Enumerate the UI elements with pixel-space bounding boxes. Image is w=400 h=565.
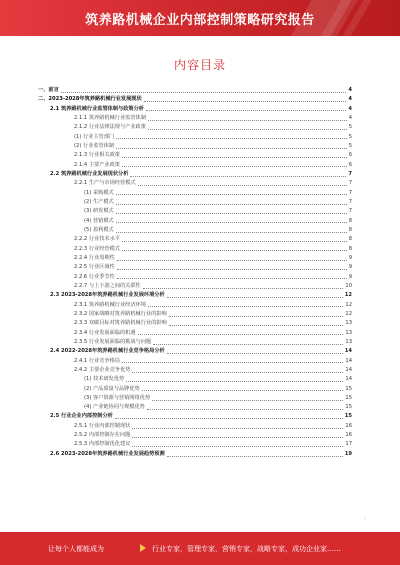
dot-leader xyxy=(147,408,344,410)
toc-entry[interactable] xyxy=(34,263,352,272)
toc-entry-title: 2.3 2023-2028年筑养路机械行业发展环境分析 xyxy=(50,292,165,299)
toc-entry-page: 12 xyxy=(344,292,352,299)
toc-entry-page: 15 xyxy=(344,413,352,420)
toc-entry[interactable] xyxy=(34,385,352,394)
dot-leader xyxy=(148,119,347,121)
toc-entry[interactable] xyxy=(34,170,352,179)
toc-entry-title: (4) 产业链协同与规模优势 xyxy=(84,404,145,411)
footer-slogan-left: 让每个人都能成为 xyxy=(48,545,104,553)
toc-entry[interactable] xyxy=(34,282,352,291)
toc-entry-page: 4 xyxy=(348,114,352,121)
dot-leader xyxy=(132,371,343,373)
toc-entry[interactable] xyxy=(34,422,352,431)
toc-entry-page: 13 xyxy=(345,338,352,345)
dot-leader xyxy=(116,221,347,223)
dot-leader xyxy=(116,212,347,214)
toc-entry[interactable] xyxy=(34,440,352,449)
toc-entry[interactable] xyxy=(34,95,352,104)
toc-entry-page: 8 xyxy=(348,236,352,243)
toc-entry-title: 2.2.1 生产与市场经营模式 xyxy=(74,180,136,187)
toc-entry[interactable] xyxy=(34,161,352,170)
toc-entry-title: (3) 研发模式 xyxy=(84,208,114,215)
dot-leader xyxy=(130,175,346,177)
toc-entry-page: 8 xyxy=(348,245,352,252)
toc-entry[interactable] xyxy=(34,338,352,347)
toc-entry-page: 19 xyxy=(344,450,352,457)
toc-entry-title: (2) 行业监管体制 xyxy=(74,142,115,149)
toc-entry-title: 2.1.4 主要产业政策 xyxy=(74,161,120,168)
toc-entry[interactable] xyxy=(34,235,352,244)
toc-entry-page: 12 xyxy=(345,301,352,308)
dot-leader xyxy=(122,240,347,242)
dot-leader xyxy=(152,399,343,401)
dot-leader xyxy=(117,268,347,270)
toc-entry[interactable] xyxy=(34,319,352,328)
dot-leader xyxy=(61,91,347,93)
toc-entry[interactable] xyxy=(34,273,352,282)
toc-entry[interactable] xyxy=(34,217,352,226)
toc-entry-page: 7 xyxy=(348,208,352,215)
table-of-contents xyxy=(34,86,352,459)
toc-entry[interactable] xyxy=(34,179,352,188)
dot-leader xyxy=(167,455,343,457)
toc-entry-title: 2.4 2022-2028年筑养路机械行业竞争格局分析 xyxy=(50,348,165,355)
toc-entry-page: 7 xyxy=(348,198,352,205)
toc-entry-title: (2) 产品质量与品牌优势 xyxy=(84,385,140,392)
toc-entry-page: 4 xyxy=(348,105,352,112)
dot-leader xyxy=(116,147,347,149)
toc-entry-title: 2.4.2 主要企业竞争优势 xyxy=(74,366,131,373)
toc-entry-page: 6 xyxy=(348,161,352,168)
toc-entry-page: 5 xyxy=(348,133,352,140)
toc-entry[interactable] xyxy=(34,142,352,151)
toc-entry-page: 7 xyxy=(348,189,352,196)
toc-entry[interactable] xyxy=(34,412,352,421)
toc-entry-title: 2.2.5 行业区域性 xyxy=(74,264,115,271)
dot-leader xyxy=(126,380,343,382)
toc-entry-title: 2.1 筑养路机械行业监管体制与政策分析 xyxy=(50,105,144,112)
toc-entry-title: 2.3.1 筑养路机械行业经济环境 xyxy=(74,301,146,308)
toc-entry[interactable] xyxy=(34,366,352,375)
toc-entry-page: 14 xyxy=(344,348,352,355)
toc-entry[interactable] xyxy=(34,198,352,207)
page-marker: - xyxy=(364,516,366,522)
toc-entry-page: 5 xyxy=(348,124,352,131)
toc-entry[interactable] xyxy=(34,105,352,114)
toc-entry-title: 2.5.3 内部控制优化建议 xyxy=(74,441,131,448)
toc-entry-page: 14 xyxy=(345,376,352,383)
toc-entry-title: 2.5.1 行业内部控制现状 xyxy=(74,422,131,429)
toc-entry[interactable] xyxy=(34,357,352,366)
toc-entry-title: 2.5.2 内部控制存在问题 xyxy=(74,432,131,439)
toc-entry-title: (1) 技术研发优势 xyxy=(84,376,125,383)
dot-leader xyxy=(167,296,343,298)
toc-entry-title: 2.6 2023-2028年筑养路机械行业发展趋势预测 xyxy=(50,450,165,457)
toc-entry[interactable] xyxy=(34,310,352,319)
dot-leader xyxy=(116,203,347,205)
dot-leader xyxy=(115,417,343,419)
dot-leader xyxy=(142,389,344,391)
toc-entry-page: 8 xyxy=(348,217,352,224)
dot-leader xyxy=(167,352,343,354)
toc-entry-title: 2.1.1 筑养路机械行业监管体制 xyxy=(74,114,146,121)
toc-entry[interactable] xyxy=(34,123,352,132)
toc-entry[interactable] xyxy=(34,431,352,440)
toc-entry-page: 7 xyxy=(348,180,352,187)
toc-entry[interactable] xyxy=(34,86,352,95)
toc-entry[interactable] xyxy=(34,329,352,338)
toc-entry-title: 2.3.4 行业发展面临的机遇 xyxy=(74,329,136,336)
toc-entry[interactable] xyxy=(34,189,352,198)
toc-entry[interactable] xyxy=(34,207,352,216)
dot-leader xyxy=(148,128,347,130)
toc-entry-title: 2.2.7 与上下游之间的关联性 xyxy=(74,282,141,289)
toc-entry-page: 13 xyxy=(345,329,352,336)
toc-entry[interactable] xyxy=(34,403,352,412)
toc-entry-page: 17 xyxy=(345,441,352,448)
toc-entry-page: 4 xyxy=(348,96,352,103)
toc-entry-page: 5 xyxy=(348,142,352,149)
toc-entry-title: 2.2.4 行业周期性 xyxy=(74,254,115,261)
toc-entry-page: 14 xyxy=(345,357,352,364)
toc-entry-title: 2.1.2 行业法律法规与产业政策 xyxy=(74,124,146,131)
dot-leader xyxy=(132,427,343,429)
toc-entry-page: 6 xyxy=(348,152,352,159)
toc-entry[interactable] xyxy=(34,394,352,403)
toc-entry[interactable] xyxy=(34,133,352,142)
toc-entry-title: 2.2.2 行业技术水平 xyxy=(74,236,120,243)
toc-entry[interactable] xyxy=(34,245,352,254)
toc-entry-page: 12 xyxy=(345,310,352,317)
toc-entry[interactable] xyxy=(34,375,352,384)
toc-entry-title: 2.3.3 双碳目标对筑养路机械行业的影响 xyxy=(74,320,167,327)
toc-entry-title: 2.2.3 行业经营模式 xyxy=(74,245,120,252)
toc-entry-page: 13 xyxy=(345,320,352,327)
dot-leader xyxy=(116,231,347,233)
toc-entry-page: 9 xyxy=(348,264,352,271)
dot-leader xyxy=(148,305,343,307)
dot-leader xyxy=(132,436,343,438)
toc-entry-title: 2.1.3 行业相关政策 xyxy=(74,152,120,159)
dot-leader xyxy=(146,109,346,111)
toc-entry-page: 7 xyxy=(348,170,352,177)
dot-leader xyxy=(116,193,347,195)
dot-leader xyxy=(169,315,344,317)
toc-entry-title: 一、前言 xyxy=(38,87,59,93)
toc-entry-page: 8 xyxy=(348,226,352,233)
dot-leader xyxy=(153,343,343,345)
dot-leader xyxy=(116,137,347,139)
toc-entry-page: 15 xyxy=(345,404,352,411)
toc-entry-page: 16 xyxy=(345,432,352,439)
toc-entry-page: 9 xyxy=(348,273,352,280)
toc-entry-page: 14 xyxy=(345,366,352,373)
toc-entry-title: (4) 营销模式 xyxy=(84,217,114,224)
toc-entry-page: 15 xyxy=(345,385,352,392)
dot-leader xyxy=(144,100,347,102)
footer-slogan-right: 行业专家，管理专家，营销专家，战略专家，成功企业家…… xyxy=(152,545,341,553)
toc-entry[interactable] xyxy=(34,291,352,300)
report-header xyxy=(0,0,400,36)
dot-leader xyxy=(169,324,344,326)
report-title: 筑养路机械企业内部控制策略研究报告 xyxy=(85,13,315,28)
toc-entry[interactable] xyxy=(34,347,352,356)
dot-leader xyxy=(138,184,347,186)
toc-entry-title: (1) 行业主管部门 xyxy=(74,133,115,140)
toc-entry[interactable] xyxy=(34,254,352,263)
toc-entry-page: 9 xyxy=(348,254,352,261)
dot-leader xyxy=(117,259,347,261)
toc-entry[interactable] xyxy=(34,301,352,310)
toc-entry-title: 2.3.2 国家战略对筑养路机械行业的影响 xyxy=(74,310,167,317)
dot-leader xyxy=(138,333,344,335)
toc-entry-page: 10 xyxy=(345,282,352,289)
toc-entry-title: 2.3.5 行业发展面临的挑战与问题 xyxy=(74,338,152,345)
toc-entry-title: (5) 盈利模式 xyxy=(84,226,114,233)
dot-leader xyxy=(122,156,347,158)
dot-leader xyxy=(122,249,347,251)
arrow-icon xyxy=(140,544,146,552)
dot-leader xyxy=(122,361,343,363)
toc-entry-page: 16 xyxy=(345,422,352,429)
toc-entry-title: 2.2 筑养路机械行业发展现状分析 xyxy=(50,170,129,177)
footer-banner xyxy=(0,532,400,565)
toc-entry[interactable] xyxy=(34,151,352,160)
toc-entry-title: 2.4.1 行业竞争格局 xyxy=(74,357,120,364)
toc-entry-title: 二、2023-2028年筑养路机械行业发展现状 xyxy=(38,96,142,103)
toc-entry-page: 4 xyxy=(348,87,352,93)
toc-heading: 内容目录 xyxy=(173,58,226,72)
toc-entry-page: 15 xyxy=(345,394,352,401)
dot-leader xyxy=(143,287,344,289)
toc-entry-title: 2.2.6 行业季节性 xyxy=(74,273,115,280)
dot-leader xyxy=(122,165,347,167)
toc-entry-title: (2) 生产模式 xyxy=(84,198,114,205)
toc-entry[interactable] xyxy=(34,450,352,459)
toc-entry-title: 2.5 行业企业内部控制分析 xyxy=(50,413,113,420)
dot-leader xyxy=(117,277,347,279)
dot-leader xyxy=(132,445,343,447)
toc-entry-title: (1) 采购模式 xyxy=(84,189,114,196)
toc-entry[interactable] xyxy=(34,114,352,123)
toc-entry-title: (3) 客户资源与营销网络优势 xyxy=(84,394,151,401)
toc-entry[interactable] xyxy=(34,226,352,235)
